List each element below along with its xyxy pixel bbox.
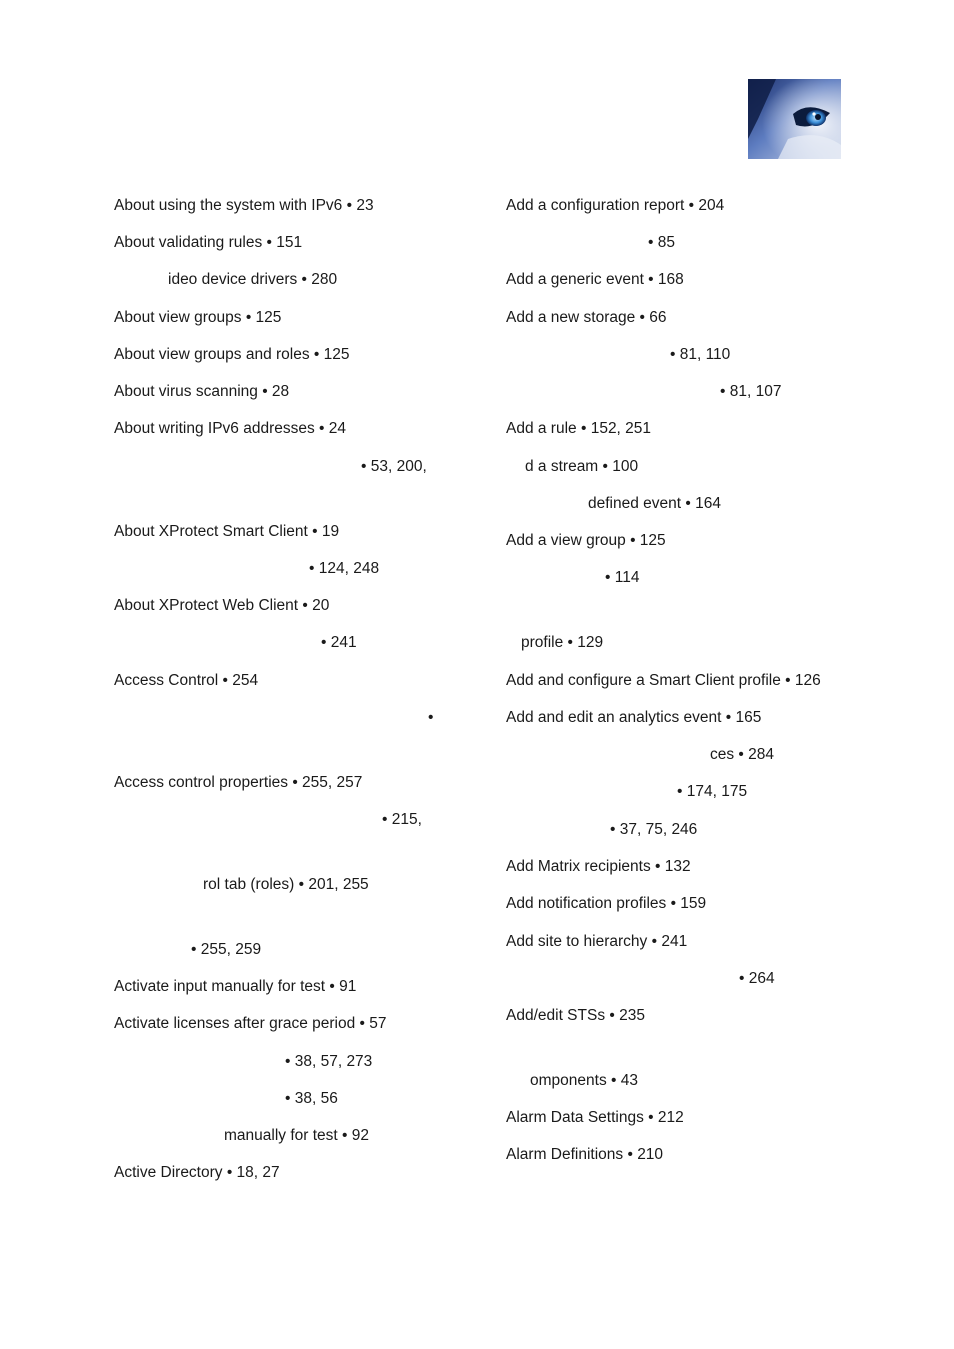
index-entry: Alarm Data Settings • 212 (506, 1109, 684, 1126)
index-entry: Access control properties • 255, 257 (114, 774, 363, 791)
index-entry: • 264 (739, 970, 775, 987)
index-entry: Alarm Definitions • 210 (506, 1146, 664, 1163)
index-entry: About virus scanning • 28 (114, 383, 290, 400)
index-entry: Add site to hierarchy • 241 (506, 933, 688, 950)
index-entry: rol tab (roles) • 201, 255 (203, 876, 369, 893)
index-entry: ideo device drivers • 280 (168, 271, 338, 288)
index-entry: About view groups and roles • 125 (114, 346, 350, 363)
index-entry: Add Matrix recipients • 132 (506, 858, 691, 875)
index-entry: • 241 (321, 634, 357, 651)
index-entry: Add a configuration report • 204 (506, 197, 725, 214)
index-entry: Add a new storage • 66 (506, 309, 667, 326)
index-entry: Add/edit STSs • 235 (506, 1007, 645, 1024)
index-entry: • 215, (382, 811, 422, 828)
index-entry: • 114 (605, 569, 640, 586)
index-entry: • 174, 175 (677, 783, 748, 800)
index-entry: About validating rules • 151 (114, 234, 303, 251)
index-entry: • 81, 107 (720, 383, 782, 400)
index-entry: Activate input manually for test • 91 (114, 978, 357, 995)
index-entry: About XProtect Smart Client • 19 (114, 523, 340, 540)
index-entry: Add notification profiles • 159 (506, 895, 707, 912)
index-entry: Add and configure a Smart Client profile • 126 (506, 672, 821, 689)
index-entry: d a stream • 100 (525, 458, 639, 475)
index-entry: Add and edit an analytics event • 165 (506, 709, 762, 726)
index-entry: About XProtect Web Client • 20 (114, 597, 330, 614)
index-entry: Access Control • 254 (114, 672, 259, 689)
index-entry: defined event • 164 (588, 495, 721, 512)
index-entry: profile • 129 (521, 634, 604, 651)
index-entry: ces • 284 (710, 746, 775, 763)
index-entry: • 53, 200, (361, 458, 427, 475)
index-entry: Add a rule • 152, 251 (506, 420, 652, 437)
index-entry: Active Directory • 18, 27 (114, 1164, 280, 1181)
wolf-eye-logo (748, 79, 841, 159)
index-entry: • 38, 57, 273 (285, 1053, 373, 1070)
index-entry: • (428, 709, 434, 726)
index-entry: Add a view group • 125 (506, 532, 666, 549)
index-entry: • 255, 259 (191, 941, 262, 958)
index-entry: manually for test • 92 (224, 1127, 369, 1144)
index-entry: • 38, 56 (285, 1090, 338, 1107)
index-entry: omponents • 43 (530, 1072, 638, 1089)
index-entry: About writing IPv6 addresses • 24 (114, 420, 347, 437)
index-entry: • 124, 248 (309, 560, 380, 577)
index-entry: Activate licenses after grace period • 57 (114, 1015, 387, 1032)
index-entry: • 85 (648, 234, 675, 251)
index-entry: • 81, 110 (670, 346, 731, 363)
index-entry: Add a generic event • 168 (506, 271, 684, 288)
index-entry: About view groups • 125 (114, 309, 282, 326)
wolf-eye-icon (748, 79, 841, 159)
index-entry: About using the system with IPv6 • 23 (114, 197, 374, 214)
index-entry: • 37, 75, 246 (610, 821, 698, 838)
